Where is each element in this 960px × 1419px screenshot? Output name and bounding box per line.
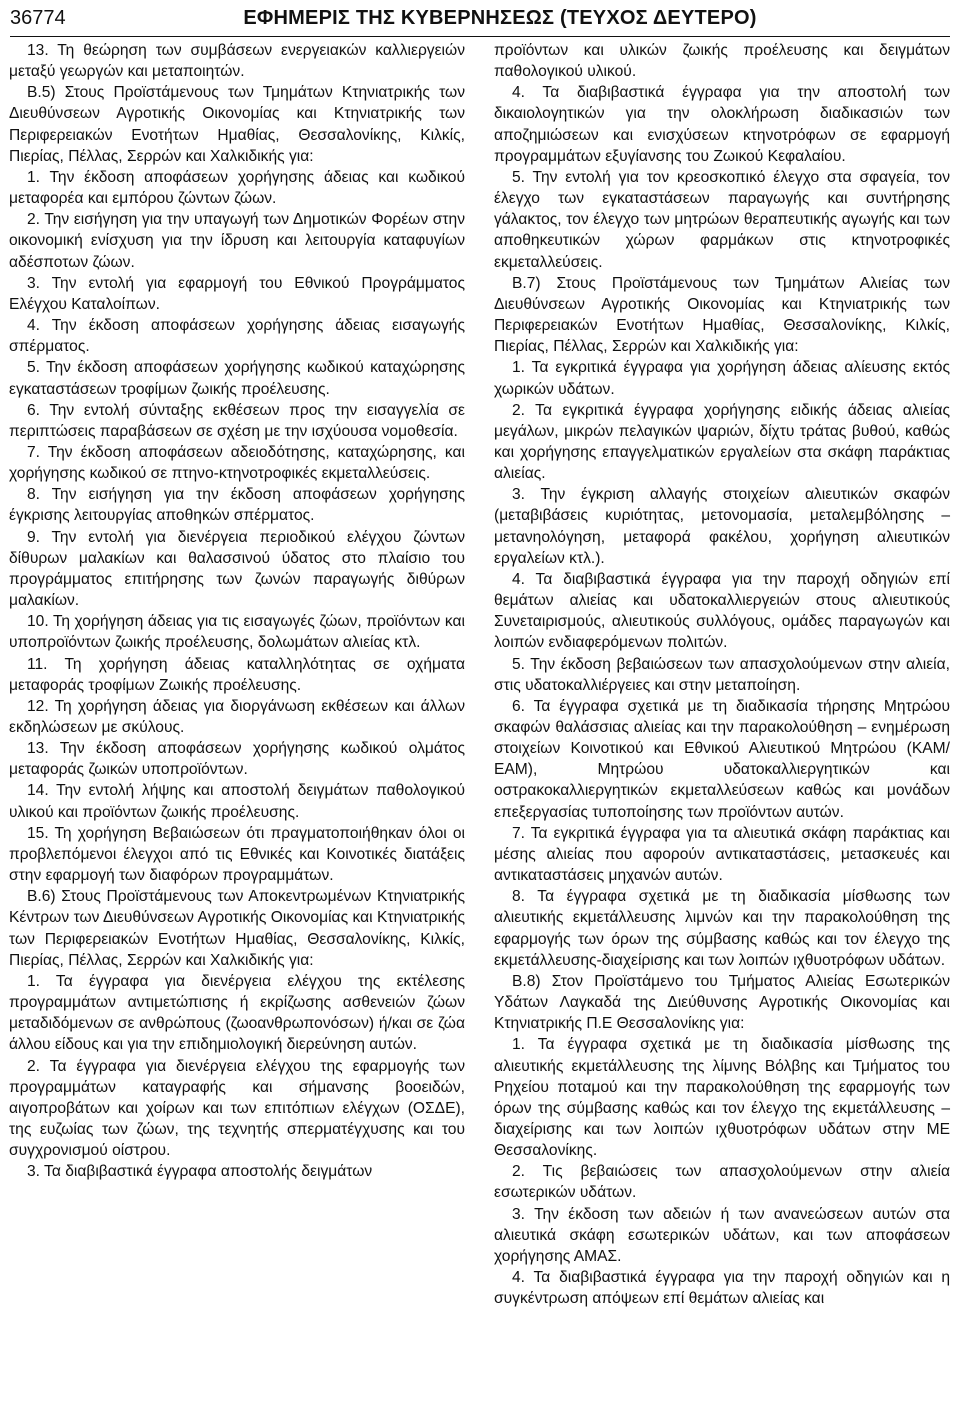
paragraph: 4. Τα διαβιβαστικά έγγραφα για την παροχή οδηγιών και η συγκέντρωση απόψεων επί θεμάτων αλιείας και [494, 1269, 950, 1308]
paragraph: 4. Την έκδοση αποφάσεων χορήγησης άδειας εισαγωγής σπέρματος. [9, 317, 465, 356]
paragraph: 7. Τα εγκριτικά έγγραφα για τα αλιευτικά σκάφη παράκτιας και μέσης αλιείας που αφορούν αντικαταστάσεις, μετασκευές και αντικαταστάσεις μηχανών αυτών. [494, 824, 950, 885]
paragraph: 9. Την εντολή για διενέργεια περιοδικού ελέγχου ζώντων δίθυρων μαλακίων και θαλασσινού ύδατος στο πλαίσιο του προγράμματος επιτήρησης των ζωνών παραγωγής διθύρων μαλακίων. [9, 528, 465, 610]
paragraph: 2. Τα έγγραφα για διενέργεια ελέγχου της εφαρμογής των προγραμμάτων καταγραφής και σήμανσης βοοειδών, αιγοπροβάτων και χοίρων και των επιτόπιων ελέγχων (ΟΣΔΕ), της ευζωίας των ζώων, της τεχνητής σπερματέγχυσης και του συγχρονισμού οίστρου. [9, 1057, 465, 1160]
paragraph: 4. Τα διαβιβαστικά έγγραφα για την παροχή οδηγιών επί θεμάτων αλιείας και υδατοκαλλιεργειών στους αλιευτικούς Συνεταιρισμούς, αλιευτικούς συλλόγους, ομάδες παραγωγών και λοιπών ενδιαφερόμενων πολιτών. [494, 570, 950, 652]
paragraph: 11. Τη χορήγηση άδειας καταλληλότητας σε οχήματα μεταφοράς τροφίμων Ζωικής προέλευσης. [9, 655, 465, 694]
paragraph: 13. Τη θεώρηση των συμβάσεων ενεργειακών καλλιεργειών μεταξύ γεωργών και μεταποιητών. [9, 42, 465, 81]
paragraph: 1. Τα έγγραφα για διενέργεια ελέγχου της εκτέλεσης προγραμμάτων αντιμετώπισης ή εκρίζωσης ασθενειών ζώων μεταδιδόμενων σε ανθρώπους (ζωοανθρωπονόσων) ή/και σε ζώα άλλου είδους και για την επιδημιολογική διερεύνηση αυτών. [9, 972, 465, 1054]
paragraph: 8. Τα έγγραφα σχετικά με τη διαδικασία μίσθωσης των αλιευτικής εκμετάλλευσης λιμνών και την παρακολούθηση της εφαρμογής των όρων της σύμβασης καθώς και τον έλεγχο της εκμετάλλευσης-διαχείρισης και των λοιπών ιχθυοτρόφων υδάτων. [494, 888, 950, 969]
paragraph: 6. Την εντολή σύνταξης εκθέσεων προς την εισαγγελία σε περιπτώσεις παραβάσεων σε σχέση με την ισχύουσα νομοθεσία. [9, 401, 465, 440]
paragraph: 1. Την έκδοση αποφάσεων χορήγησης άδειας και κωδικού μεταφορέα και εμπόρου ζώντων ζώων. [9, 168, 465, 208]
paragraph: 3. Την έκδοση των αδειών ή των ανανεώσεων αυτών στα αλιευτικά σκάφη εσωτερικών υδάτων, και των αποφάσεων χορήγησης ΑΜΑΣ. [494, 1205, 950, 1265]
left-column [9, 40, 465, 1182]
paragraph: 13. Την έκδοση αποφάσεων χορήγησης κωδικού ολμάτος μεταφοράς ζωικών υποπροϊόντων. [9, 740, 465, 779]
paragraph: 8. Την εισήγηση για την έκδοση αποφάσεων χορήγησης έγκρισης λειτουργίας αποθηκών σπέρματος. [9, 486, 465, 525]
gazette-title: ΕΦΗΜΕΡΙΣ ΤΗΣ ΚΥΒΕΡΝΗΣΕΩΣ (ΤΕΥΧΟΣ ΔΕΥΤΕΡΟ) [243, 6, 757, 29]
paragraph: Β.8) Στον Προϊστάμενο του Τμήματος Αλιείας Εσωτερικών Υδάτων Λαγκαδά της Διεύθυνσης Αγροτικής Οικονομίας και Κτηνιατρικής Π.Ε Θεσσαλονίκης για: [494, 972, 950, 1033]
right-column [494, 40, 950, 1309]
page-header [10, 0, 950, 36]
paragraph: 3. Την εντολή για εφαρμογή του Εθνικού Προγράμματος Ελέγχου Καταλοίπων. [9, 274, 465, 313]
header-rule [10, 36, 950, 37]
paragraph: 3. Τα διαβιβαστικά έγγραφα αποστολής δειγμάτων [27, 1163, 373, 1181]
paragraph: 1. Τα έγγραφα σχετικά με τη διαδικασία μίσθωσης της αλιευτικής εκμετάλλευσης της λίμνης Βόλβης και Τμήματος του Ρηχείου ποταμού και την παρακολούθηση της εφαρμογής των όρων της σύμβασης καθώς και τον έλεγχο της εκμετάλλευσης – διαχείρισης και των λοιπών ιχθυοτρόφων υδάτων στην ΜΕ Θεσσαλονίκης. [494, 1036, 950, 1160]
paragraph: Β.7) Στους Προϊστάμενους των Τμημάτων Αλιείας των Διευθύνσεων Αγροτικής Οικονομίας και Κτηνιατρικής των Περιφερειακών Ενοτήτων Ημαθίας, Θεσσαλονίκης, Κιλκίς, Πιερίας, Πέλλας, Σερρών και Χαλκιδικής για: [494, 274, 950, 356]
page-number: 36774 [10, 6, 66, 29]
paragraph: Β.6) Στους Προϊστάμενους των Αποκεντρωμένων Κτηνιατρικής Κέντρων των Διευθύνσεων Αγροτικής Οικονομίας και Κτηνιατρικής των Περιφερειακών Ενοτήτων Ημαθίας, Θεσσαλονίκης, Κιλκίς, Πιερίας, Πέλλας, Σερρών και Χαλκιδικής για: [9, 888, 465, 969]
paragraph: 12. Τη χορήγηση άδειας για διοργάνωση εκθέσεων και άλλων εκδηλώσεων με σκύλους. [9, 697, 465, 736]
paragraph: 3. Την έγκριση αλλαγής στοιχείων αλιευτικών σκαφών (μεταβιβάσεις κυριότητας, μετονομασία, μεταλεμβόλησης – μετανηολόγηση, μεταφορά φακέλου, χορήγηση αλιευτικών εργαλείων κτλ.). [494, 486, 950, 567]
paragraph: 5. Την έκδοση βεβαιώσεων των απασχολούμενων στην αλιεία, στις υδατοκαλλιέργειες και στην μεταποίηση. [494, 655, 950, 694]
paragraph: προϊόντων και υλικών ζωικής προέλευσης και δειγμάτων παθολογικού υλικού. [494, 42, 950, 81]
paragraph: Β.5) Στους Προϊστάμενους των Τμημάτων Κτηνιατρικής των Διευθύνσεων Αγροτικής Οικονομίας και Κτηνιατρικής των Περιφερειακών Ενοτήτων Ημαθίας, Θεσσαλονίκης, Κιλκίς, Πιερίας, Πέλλας, Σερρών και Χαλκιδικής για: [9, 84, 465, 165]
paragraph: 7. Την έκδοση αποφάσεων αδειοδότησης, καταχώρησης, και χορήγησης κωδικού σε πτηνο-κτηνοτροφικές εκμεταλλεύσεις. [9, 443, 465, 483]
paragraph: 2. Τα εγκριτικά έγγραφα χορήγησης ειδικής άδειας αλιείας μεγάλων, μικρών πελαγικών ψαριών, δίχτυ τράτας βυθού, καθώς και χορήγησης επαγγελματικών εργαλείων στα σκάφη παράκτιας αλιείας. [494, 401, 950, 483]
paragraph: 14. Την εντολή λήψης και αποστολή δειγμάτων παθολογικού υλικού και προϊόντων ζωικής προέλευσης. [9, 782, 465, 821]
paragraph: 2. Την εισήγηση για την υπαγωγή των Δημοτικών Φορέων στην οικονομική ενίσχυση για την ίδρυση και λειτουργία καταφυγίων αδέσποτων ζώων. [9, 211, 465, 271]
paragraph: 4. Τα διαβιβαστικά έγγραφα για την αποστολή των δικαιολογητικών για την ολοκλήρωση διαδικασιών των αποζημιώσεων και ενισχύσεων κτηνοτρόφων σε εφαρμογή προγραμμάτων εξυγίανσης του Ζωικού Κεφαλαίου. [494, 84, 950, 165]
paragraph: 1. Τα εγκριτικά έγγραφα για χορήγηση άδειας αλίευσης εκτός χωρικών υδάτων. [494, 359, 950, 398]
paragraph: 5. Την έκδοση αποφάσεων χορήγησης κωδικού καταχώρησης εγκαταστάσεων τροφίμων ζωικής προέλευσης. [9, 359, 465, 398]
paragraph: 6. Τα έγγραφα σχετικά με τη διαδικασία τήρησης Μητρώου σκαφών θαλάσσιας αλιείας και την παρακολούθηση – ενημέρωση στοιχείων Κοινοτικού και Εθνικού Αλιευτικού Μητρώου (ΚΑΜ/ΕΑΜ), Μητρώου υδατοκαλλιεργητικών και οστρακοκαλλιεργητικών εκμεταλλεύσεων καθώς και μονάδων επεξεργασίας τυποποίησης των προϊόντων αυτών. [494, 697, 950, 821]
paragraph: 5. Την εντολή για τον κρεοσκοπικό έλεγχο στα σφαγεία, τον έλεγχο των εγκαταστάσεων παραγωγής και συντήρησης γάλακτος, τον έλεγχο των μητρώων θεραπευτικής αγωγής και των αποθηκευτικών χώρων φαρμάκων στις κτηνοτροφικές εκμεταλλεύσεις. [494, 168, 950, 271]
paragraph: 2. Τις βεβαιώσεις των απασχολούμενων στην αλιεία εσωτερικών υδάτων. [494, 1163, 950, 1202]
paragraph: 15. Τη χορήγηση Βεβαιώσεων ότι πραγματοποιήθηκαν όλοι οι προβλεπόμενοι έλεγχοι από τις Εθνικές και Κοινοτικές διατάξεις στην εφαρμογή των διαφόρων προγραμμάτων. [9, 824, 465, 885]
paragraph: 10. Τη χορήγηση άδειας για τις εισαγωγές ζώων, προϊόντων και υποπροϊόντων ζωικής προέλευσης, δολωμάτων αλιείας κτλ. [9, 613, 465, 652]
